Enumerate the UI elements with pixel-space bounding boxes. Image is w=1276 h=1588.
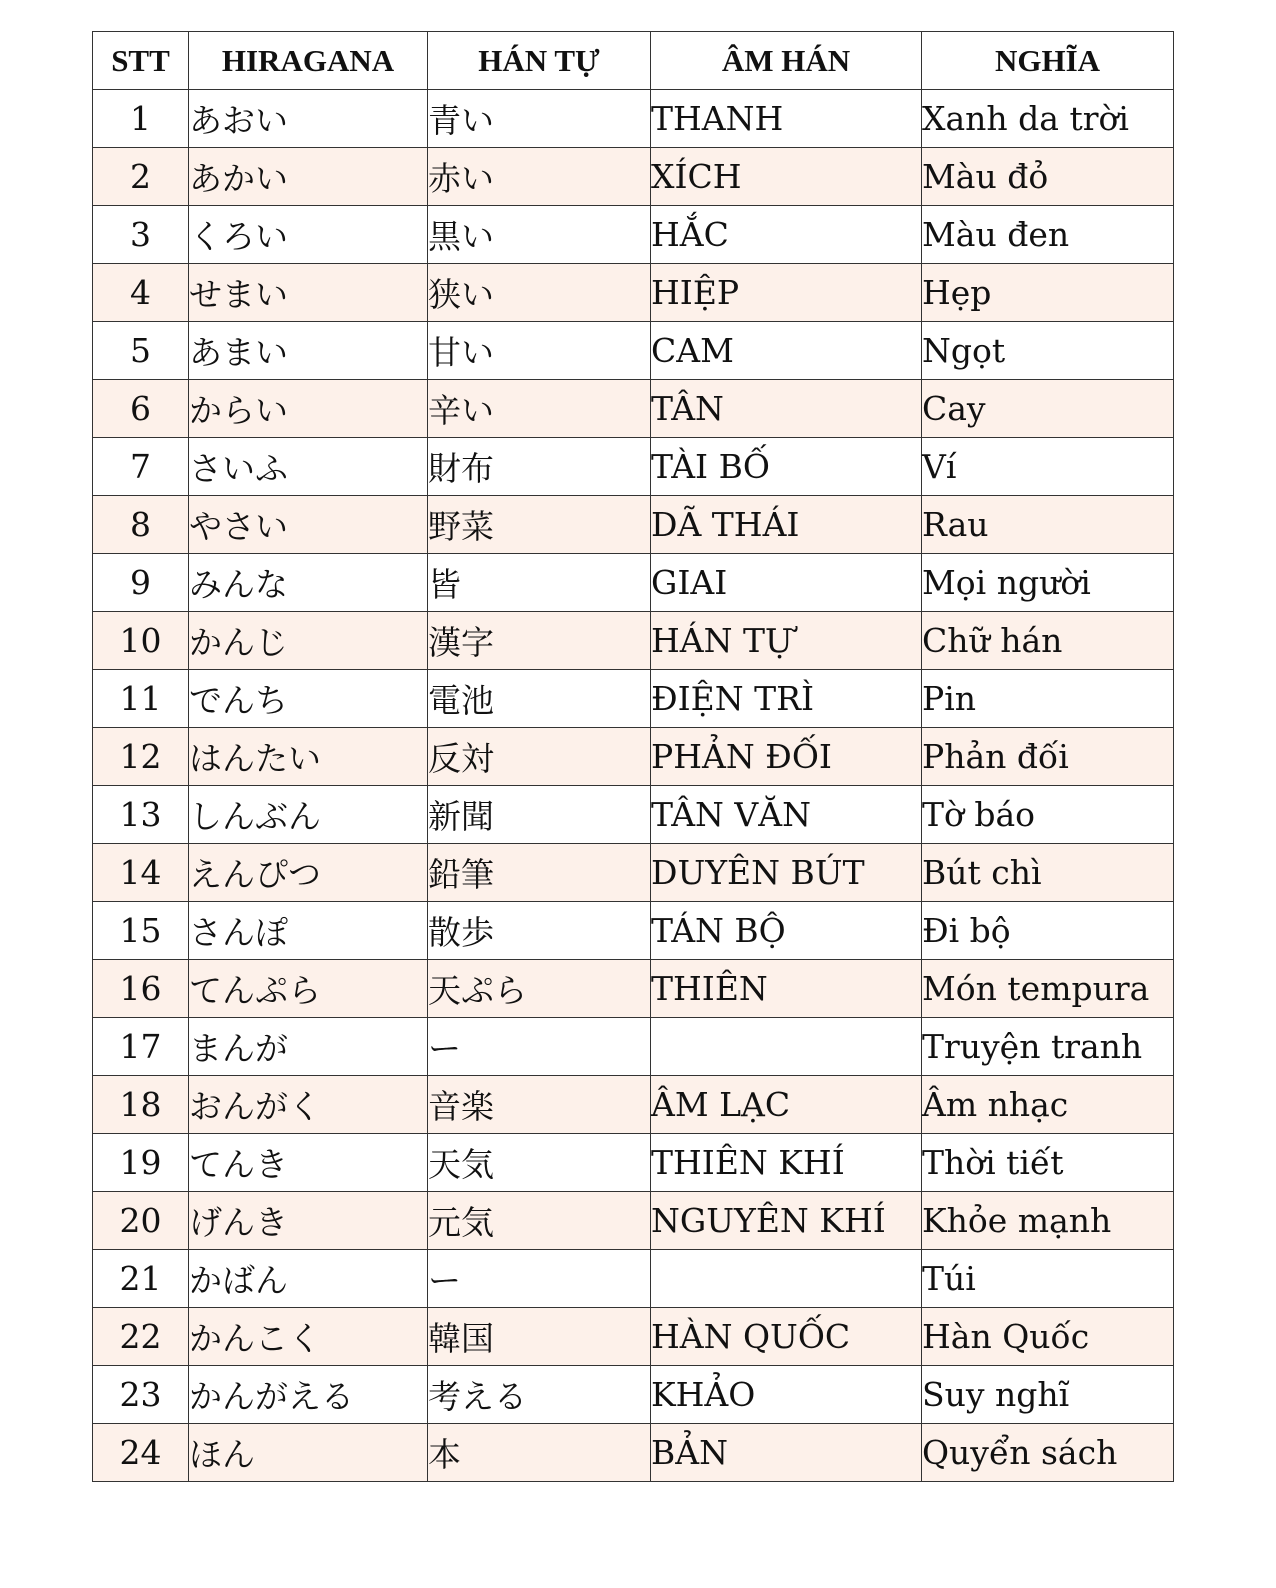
table-row: [93, 554, 1174, 612]
nghia-cell: Hàn Quốc: [922, 1308, 1174, 1366]
table-row: [93, 1424, 1174, 1482]
nghia-cell: Khỏe mạnh: [922, 1192, 1174, 1250]
nghia-cell: Phản đối: [922, 728, 1174, 786]
am-han-cell: TÀI BỐ: [651, 438, 922, 496]
am-han-cell: DUYÊN BÚT: [651, 844, 922, 902]
hiragana-cell: からい: [189, 380, 428, 438]
nghia-cell: Rau: [922, 496, 1174, 554]
table-row: [93, 1076, 1174, 1134]
stt-cell: 18: [93, 1076, 189, 1134]
nghia-cell: Quyển sách: [922, 1424, 1174, 1482]
nghia-cell: Cay: [922, 380, 1174, 438]
kanji-cell: 天ぷら: [428, 960, 651, 1018]
nghia-cell: Màu đỏ: [922, 148, 1174, 206]
nghia-cell: Tờ báo: [922, 786, 1174, 844]
kanji-cell: 考える: [428, 1366, 651, 1424]
nghia-cell: Màu đen: [922, 206, 1174, 264]
table-row: [93, 148, 1174, 206]
stt-cell: 3: [93, 206, 189, 264]
am-han-cell: TÁN BỘ: [651, 902, 922, 960]
am-han-cell: DÃ THÁI: [651, 496, 922, 554]
stt-cell: 13: [93, 786, 189, 844]
kanji-cell: 財布: [428, 438, 651, 496]
kanji-cell: 天気: [428, 1134, 651, 1192]
stt-cell: 12: [93, 728, 189, 786]
hiragana-cell: さいふ: [189, 438, 428, 496]
kanji-cell: ー: [428, 1018, 651, 1076]
am-han-cell: ÂM LẠC: [651, 1076, 922, 1134]
table-row: [93, 90, 1174, 148]
kanji-cell: 野菜: [428, 496, 651, 554]
stt-cell: 23: [93, 1366, 189, 1424]
hiragana-cell: ほん: [189, 1424, 428, 1482]
header-nghia: NGHĨA: [922, 32, 1174, 90]
table-row: [93, 206, 1174, 264]
table-row: [93, 438, 1174, 496]
stt-cell: 10: [93, 612, 189, 670]
kanji-cell: 甘い: [428, 322, 651, 380]
am-han-cell: HÀN QUỐC: [651, 1308, 922, 1366]
hiragana-cell: あまい: [189, 322, 428, 380]
stt-cell: 22: [93, 1308, 189, 1366]
kanji-cell: 本: [428, 1424, 651, 1482]
nghia-cell: Hẹp: [922, 264, 1174, 322]
kanji-cell: ー: [428, 1250, 651, 1308]
am-han-cell: HẮC: [651, 206, 922, 264]
kanji-cell: 鉛筆: [428, 844, 651, 902]
stt-cell: 17: [93, 1018, 189, 1076]
am-han-cell: CAM: [651, 322, 922, 380]
kanji-cell: 皆: [428, 554, 651, 612]
nghia-cell: Âm nhạc: [922, 1076, 1174, 1134]
stt-cell: 14: [93, 844, 189, 902]
kanji-cell: 赤い: [428, 148, 651, 206]
am-han-cell: HÁN TỰ: [651, 612, 922, 670]
table-row: [93, 844, 1174, 902]
nghia-cell: Suy nghĩ: [922, 1366, 1174, 1424]
nghia-cell: Chữ hán: [922, 612, 1174, 670]
hiragana-cell: かんこく: [189, 1308, 428, 1366]
nghia-cell: Món tempura: [922, 960, 1174, 1018]
am-han-cell: THANH: [651, 90, 922, 148]
am-han-cell: [651, 1250, 922, 1308]
nghia-cell: Túi: [922, 1250, 1174, 1308]
hiragana-cell: やさい: [189, 496, 428, 554]
stt-cell: 7: [93, 438, 189, 496]
am-han-cell: HIỆP: [651, 264, 922, 322]
stt-cell: 19: [93, 1134, 189, 1192]
stt-cell: 1: [93, 90, 189, 148]
header-am-han: ÂM HÁN: [651, 32, 922, 90]
kanji-cell: 電池: [428, 670, 651, 728]
nghia-cell: Mọi người: [922, 554, 1174, 612]
hiragana-cell: さんぽ: [189, 902, 428, 960]
nghia-cell: Ví: [922, 438, 1174, 496]
kanji-cell: 韓国: [428, 1308, 651, 1366]
nghia-cell: Đi bộ: [922, 902, 1174, 960]
table-row: [93, 1018, 1174, 1076]
kanji-cell: 狭い: [428, 264, 651, 322]
hiragana-cell: はんたい: [189, 728, 428, 786]
stt-cell: 2: [93, 148, 189, 206]
am-han-cell: TÂN: [651, 380, 922, 438]
nghia-cell: Bút chì: [922, 844, 1174, 902]
header-stt: STT: [93, 32, 189, 90]
table-row: [93, 264, 1174, 322]
table-row: [93, 902, 1174, 960]
table-row: [93, 960, 1174, 1018]
hiragana-cell: まんが: [189, 1018, 428, 1076]
kanji-cell: 散歩: [428, 902, 651, 960]
stt-cell: 16: [93, 960, 189, 1018]
table-row: [93, 496, 1174, 554]
table-row: [93, 728, 1174, 786]
am-han-cell: THIÊN KHÍ: [651, 1134, 922, 1192]
header-row: [93, 32, 1174, 90]
hiragana-cell: えんぴつ: [189, 844, 428, 902]
table-row: [93, 786, 1174, 844]
stt-cell: 4: [93, 264, 189, 322]
am-han-cell: PHẢN ĐỐI: [651, 728, 922, 786]
kanji-cell: 黒い: [428, 206, 651, 264]
table-row: [93, 612, 1174, 670]
am-han-cell: XÍCH: [651, 148, 922, 206]
table-row: [93, 380, 1174, 438]
hiragana-cell: げんき: [189, 1192, 428, 1250]
hiragana-cell: てんき: [189, 1134, 428, 1192]
hiragana-cell: せまい: [189, 264, 428, 322]
stt-cell: 8: [93, 496, 189, 554]
stt-cell: 6: [93, 380, 189, 438]
stt-cell: 11: [93, 670, 189, 728]
header-hiragana: HIRAGANA: [189, 32, 428, 90]
header-han-tu: HÁN TỰ: [428, 32, 651, 90]
stt-cell: 9: [93, 554, 189, 612]
am-han-cell: GIAI: [651, 554, 922, 612]
table-body: [93, 90, 1174, 1482]
hiragana-cell: てんぷら: [189, 960, 428, 1018]
hiragana-cell: かんじ: [189, 612, 428, 670]
vocabulary-table: [92, 31, 1174, 1482]
kanji-cell: 辛い: [428, 380, 651, 438]
am-han-cell: TÂN VĂN: [651, 786, 922, 844]
stt-cell: 21: [93, 1250, 189, 1308]
kanji-cell: 音楽: [428, 1076, 651, 1134]
am-han-cell: BẢN: [651, 1424, 922, 1482]
stt-cell: 24: [93, 1424, 189, 1482]
kanji-cell: 漢字: [428, 612, 651, 670]
nghia-cell: Truyện tranh: [922, 1018, 1174, 1076]
hiragana-cell: あおい: [189, 90, 428, 148]
kanji-cell: 元気: [428, 1192, 651, 1250]
table-row: [93, 670, 1174, 728]
table-row: [93, 1308, 1174, 1366]
stt-cell: 20: [93, 1192, 189, 1250]
nghia-cell: Pin: [922, 670, 1174, 728]
am-han-cell: NGUYÊN KHÍ: [651, 1192, 922, 1250]
hiragana-cell: かばん: [189, 1250, 428, 1308]
table-row: [93, 1250, 1174, 1308]
nghia-cell: Thời tiết: [922, 1134, 1174, 1192]
table-row: [93, 1366, 1174, 1424]
hiragana-cell: でんち: [189, 670, 428, 728]
table-row: [93, 1192, 1174, 1250]
nghia-cell: Ngọt: [922, 322, 1174, 380]
table-row: [93, 322, 1174, 380]
hiragana-cell: くろい: [189, 206, 428, 264]
kanji-cell: 青い: [428, 90, 651, 148]
am-han-cell: ĐIỆN TRÌ: [651, 670, 922, 728]
hiragana-cell: かんがえる: [189, 1366, 428, 1424]
hiragana-cell: おんがく: [189, 1076, 428, 1134]
hiragana-cell: みんな: [189, 554, 428, 612]
am-han-cell: [651, 1018, 922, 1076]
am-han-cell: KHẢO: [651, 1366, 922, 1424]
table-row: [93, 1134, 1174, 1192]
am-han-cell: THIÊN: [651, 960, 922, 1018]
hiragana-cell: しんぶん: [189, 786, 428, 844]
hiragana-cell: あかい: [189, 148, 428, 206]
stt-cell: 15: [93, 902, 189, 960]
stt-cell: 5: [93, 322, 189, 380]
kanji-cell: 反対: [428, 728, 651, 786]
nghia-cell: Xanh da trời: [922, 90, 1174, 148]
kanji-cell: 新聞: [428, 786, 651, 844]
